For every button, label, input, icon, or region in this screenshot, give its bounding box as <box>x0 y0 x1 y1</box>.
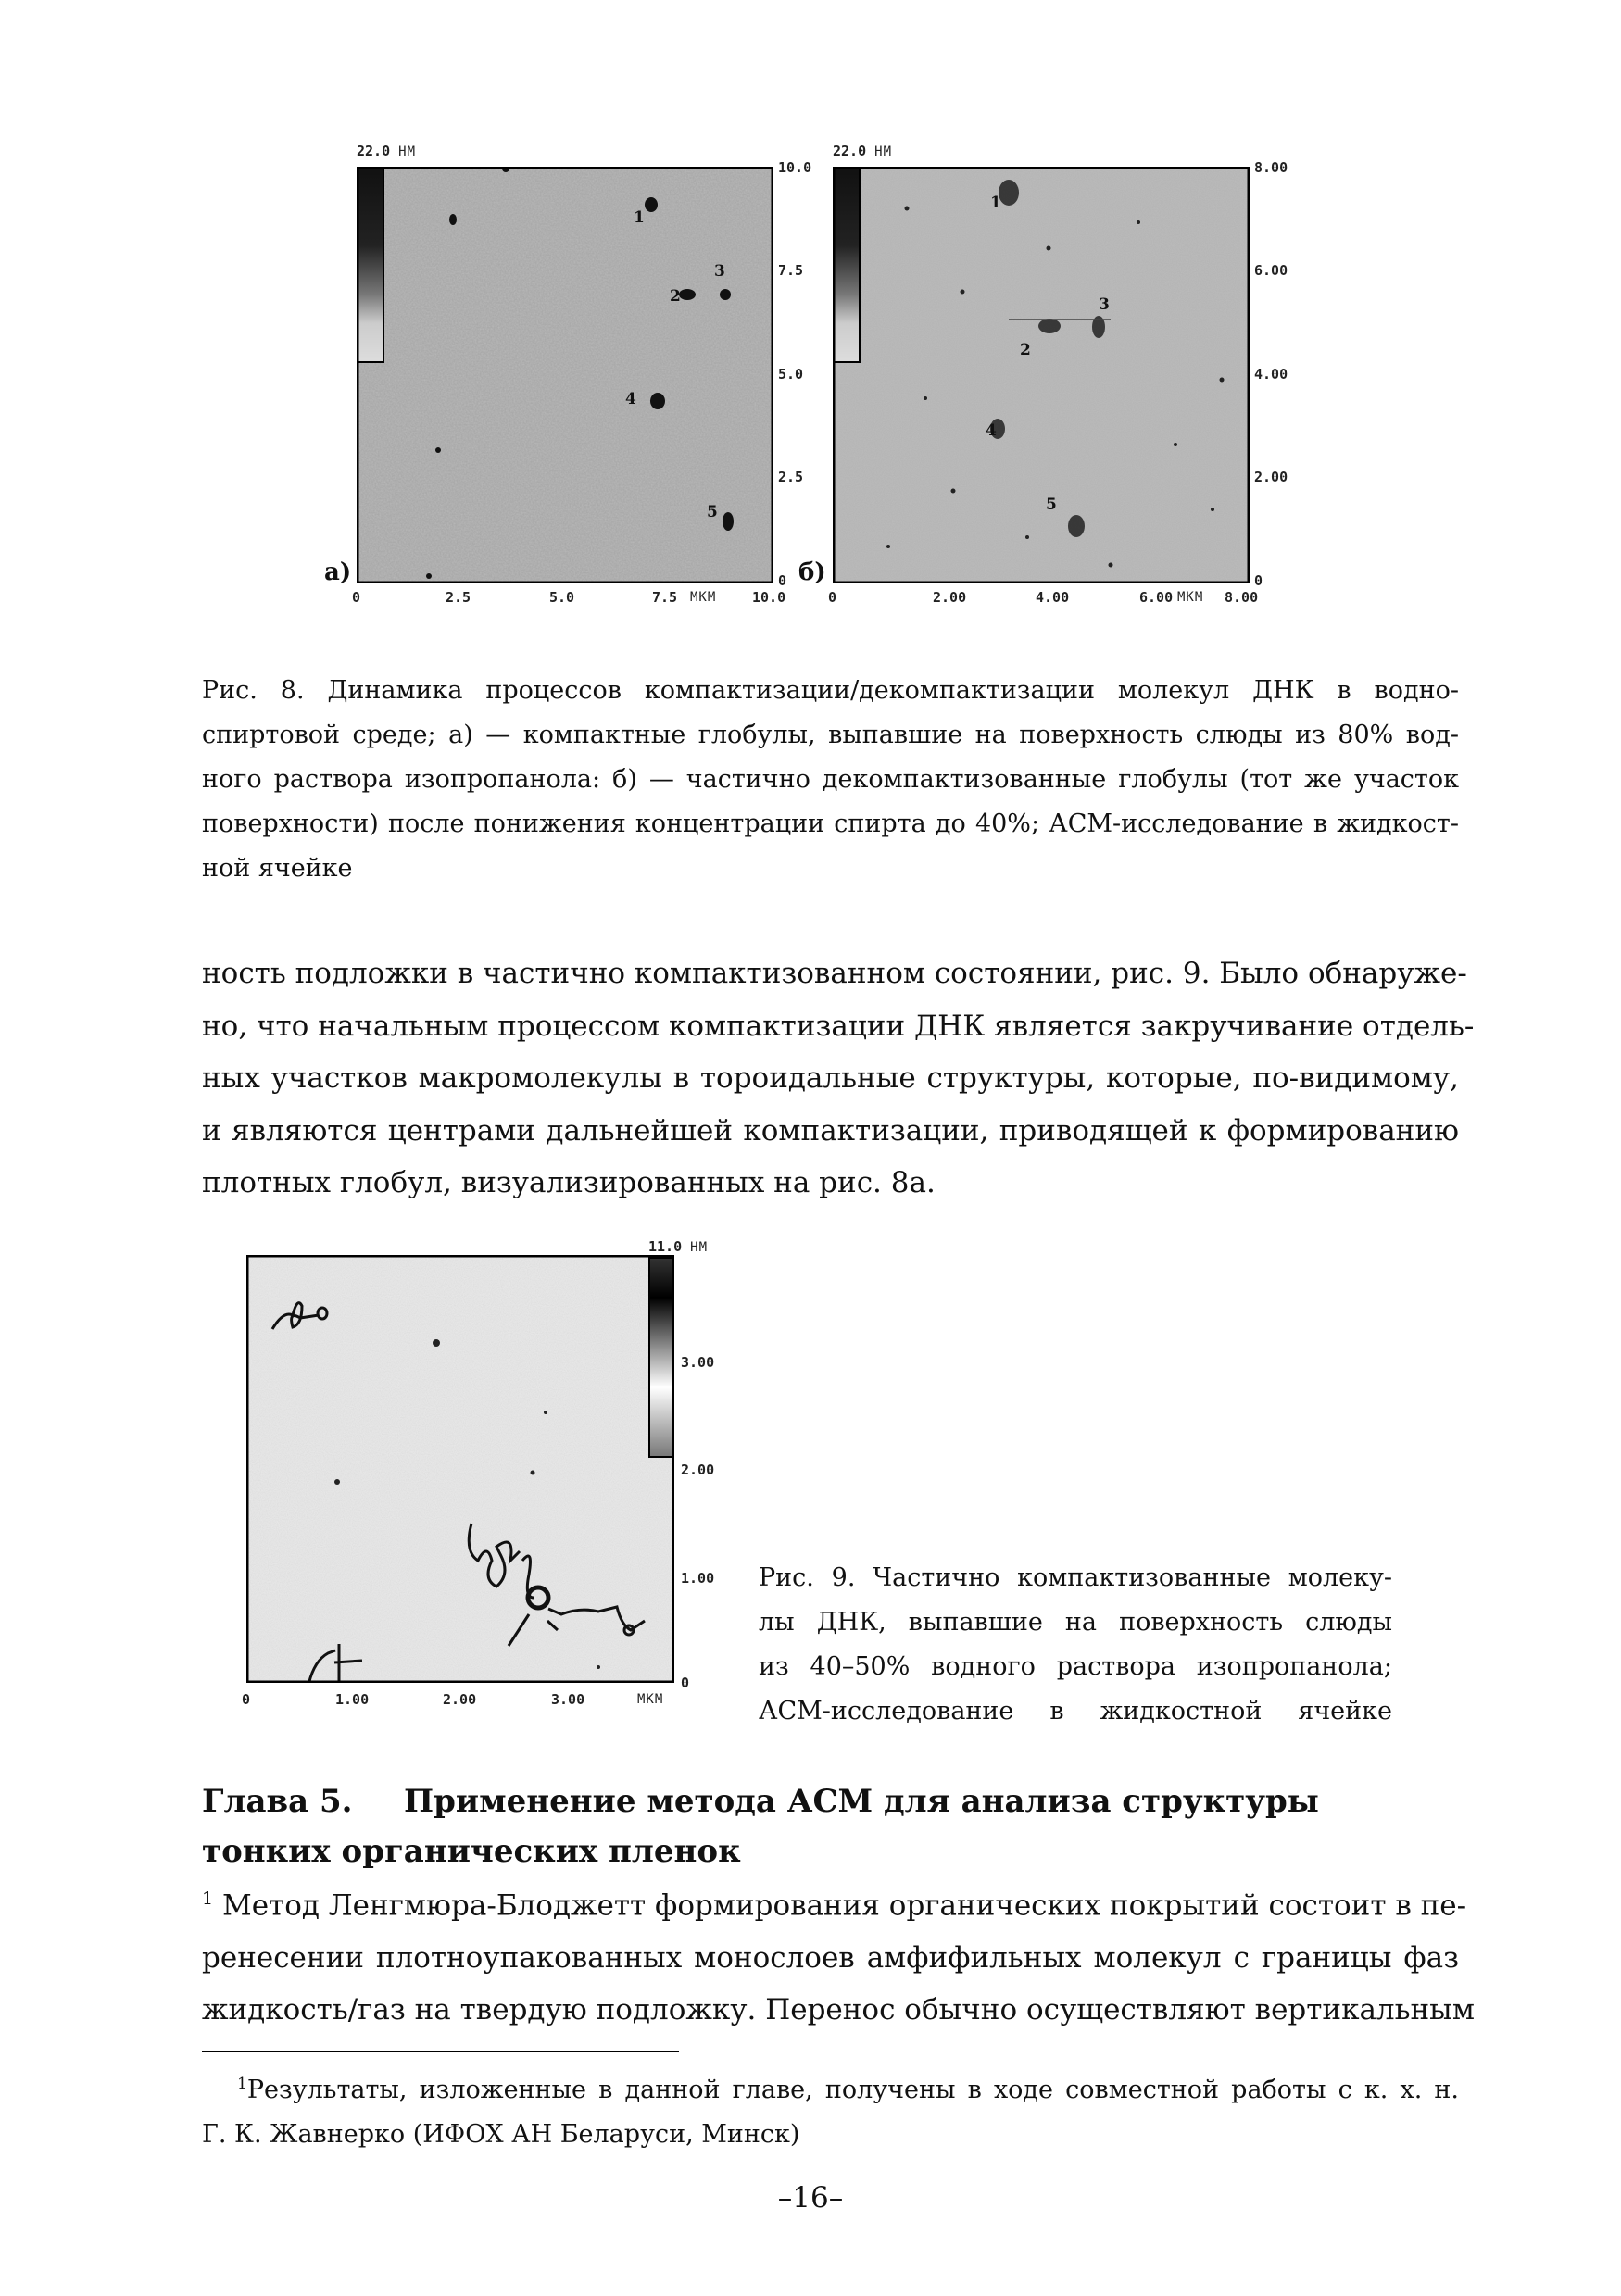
fig8b-xtick: 2.00 <box>933 589 967 606</box>
svg-text:3: 3 <box>714 262 725 281</box>
fig8b-color-scale <box>834 168 860 362</box>
caption-line: поверхности) после понижения концентрации спирта до 40%; АСМ-исследование в жидкост- <box>202 809 1459 838</box>
page-number: –16– <box>777 2181 844 2214</box>
fig9-xunit: МКМ <box>637 1692 664 1707</box>
fig9-ytick: 1.00 <box>681 1570 715 1587</box>
text-line: жидкость/газ на твердую подложку. Перенос обычно осуществляют вертикальным <box>202 1993 1475 2027</box>
fig8b-ytick: 8.00 <box>1254 159 1288 176</box>
fig8b-ytick: 6.00 <box>1254 262 1288 279</box>
fig9-caption <box>759 1556 1392 1734</box>
fig8a-panel-label: а) <box>324 558 352 586</box>
chapter-number: Глава 5. <box>202 1783 353 1820</box>
body-paragraph <box>202 947 1475 1210</box>
text-line: и являются центрами дальнейшей компактизации, приводящей к формированию <box>202 1113 1459 1148</box>
svg-text:5: 5 <box>707 503 718 521</box>
fig9-ytick: 0 <box>681 1675 690 1691</box>
fig9-scale-label: 11.0 НМ <box>648 1238 709 1255</box>
fig8b-xtick: 4.00 <box>1036 589 1070 606</box>
chapter-heading <box>202 1776 1459 1876</box>
caption-line: ной ячейке <box>202 854 353 883</box>
fig9-afm-image <box>246 1255 674 1683</box>
svg-text:2: 2 <box>1020 341 1031 359</box>
text-line: ренесении плотноупакованных монослоев амфифильных молекул с границы фаз <box>202 1940 1459 1975</box>
footnote-ref[interactable]: 1 <box>202 1888 214 1909</box>
fig8b-ytick: 4.00 <box>1254 366 1288 383</box>
fig8b-xtick: 8.00 <box>1225 589 1259 606</box>
caption-line: лы ДНК, выпавшие на поверхность слюды <box>759 1608 1392 1637</box>
svg-text:4: 4 <box>625 390 636 408</box>
fig8a-scale-label: 22.0 НМ <box>357 143 417 159</box>
caption-line: АСМ-исследование в жидкостной ячейке <box>759 1697 1392 1725</box>
fig8-caption <box>202 669 1459 891</box>
text-line: Метод Ленгмюра-Блоджетт формирования органических покрытий состоит в пе- <box>221 1888 1467 1923</box>
svg-text:3: 3 <box>1099 295 1110 314</box>
fig8a-xtick: 0 <box>352 589 361 606</box>
fig8b-ytick: 2.00 <box>1254 469 1288 485</box>
footnote-mark: 1 <box>237 2075 247 2093</box>
caption-line: Рис. 9. Частично компактизованные молеку- <box>759 1563 1392 1592</box>
footnote <box>202 2062 1459 2157</box>
fig8b-afm-image <box>833 167 1250 583</box>
fig8a-xtick: 5.0 <box>549 589 575 606</box>
fig8b-xunit: МКМ <box>1177 590 1204 605</box>
chapter-title: Применение метода АСМ для анализа структуры <box>404 1783 1319 1820</box>
text-line: но, что начальным процессом компактизации ДНК является закручивание отдель- <box>202 1009 1475 1043</box>
footnote-rule <box>202 2051 679 2052</box>
fig8a-xunit: МКМ <box>690 590 717 605</box>
fig8b-ytick: 0 <box>1254 572 1263 589</box>
fig8a-ytick: 7.5 <box>778 262 804 279</box>
fig9-ytick: 2.00 <box>681 1462 715 1478</box>
svg-text:1: 1 <box>990 194 1001 212</box>
chapter-title-cont: тонких органических пленок <box>202 1833 741 1870</box>
fig8a-color-scale <box>358 168 383 362</box>
svg-text:1: 1 <box>634 208 645 227</box>
svg-text:5: 5 <box>1046 496 1057 514</box>
fig9-xtick: 1.00 <box>335 1691 370 1708</box>
fig8a-xtick: 2.5 <box>446 589 471 606</box>
footnote-line: Г. К. Жавнерко (ИФОХ АН Беларуси, Минск) <box>202 2120 800 2149</box>
fig9-xtick: 0 <box>242 1691 251 1708</box>
fig9-color-scale <box>649 1258 673 1457</box>
caption-line: из 40–50% водного раствора изопропанола; <box>759 1652 1392 1681</box>
fig8a-xtick: 7.5 <box>652 589 678 606</box>
fig8a-ytick: 0 <box>778 572 787 589</box>
text-line: плотных глобул, визуализированных на рис. 8а. <box>202 1166 936 1199</box>
fig8a-afm-image <box>357 167 773 583</box>
svg-text:2: 2 <box>670 287 681 306</box>
fig8b-xtick: 6.00 <box>1139 589 1174 606</box>
fig9-xtick: 3.00 <box>551 1691 585 1708</box>
fig8a-ytick: 2.5 <box>778 469 804 485</box>
text-line: ность подложки в частично компактизованном состоянии, рис. 9. Было обнаруже- <box>202 957 1467 990</box>
svg-text:4: 4 <box>986 421 997 440</box>
caption-line: спиртовой среде; а) — компактные глобулы, выпавшие на поверхность слюды из 80% вод- <box>202 721 1459 749</box>
caption-line: Рис. 8. Динамика процессов компактизации/декомпактизации молекул ДНК в водно- <box>202 676 1459 705</box>
fig9-xtick: 2.00 <box>443 1691 477 1708</box>
text-line: ных участков макромолекулы в тороидальные структуры, которые, по-видимому, <box>202 1061 1459 1095</box>
body-paragraph <box>202 1873 1475 2037</box>
fig8a-xtick: 10.0 <box>752 589 786 606</box>
fig8b-xtick: 0 <box>828 589 837 606</box>
fig8a-ytick: 5.0 <box>778 366 804 383</box>
fig9-ytick: 3.00 <box>681 1354 715 1371</box>
fig8b-scale-label: 22.0 НМ <box>833 143 893 159</box>
footnote-line: Результаты, изложенные в данной главе, получены в ходе совместной работы с к. х. н. <box>246 2076 1459 2104</box>
fig8b-panel-label: б) <box>798 558 826 586</box>
fig8a-ytick: 10.0 <box>778 159 812 176</box>
caption-line: ного раствора изопропанола: б) — частично декомпактизованные глобулы (тот же участок <box>202 765 1459 794</box>
